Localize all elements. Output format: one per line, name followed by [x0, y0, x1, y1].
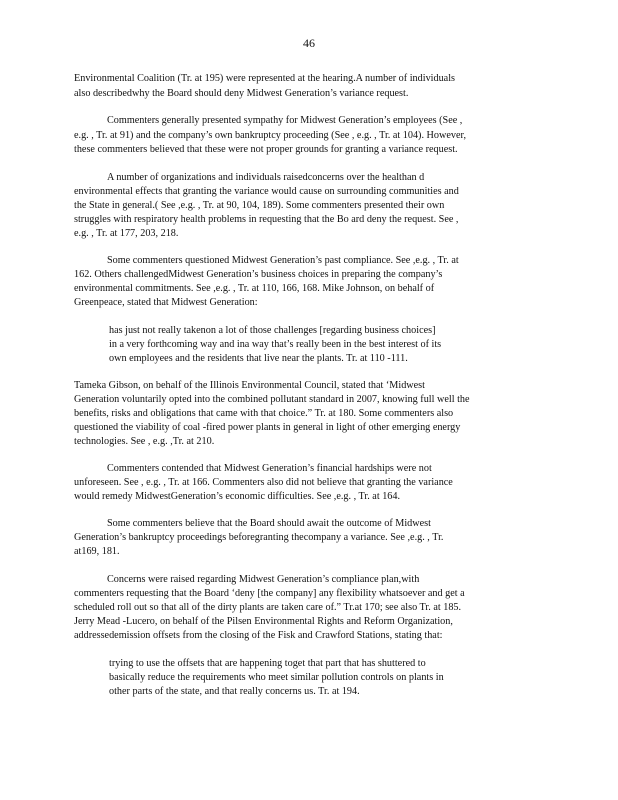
text-line: e.g. , Tr. at 177, 203, 218. — [74, 228, 179, 239]
text-line: environmental effects that granting the variance would cause on surrounding communities and — [74, 186, 459, 197]
text-line: Generation’s bankruptcy proceedings beforegranting thecompany a variance. See ,e.g. , Tr. — [74, 532, 444, 543]
text-line: Some commenters believe that the Board should await the outcome of Midwest — [107, 518, 431, 529]
text-line: Greenpeace, stated that Midwest Generation: — [74, 297, 258, 308]
text-line: has just not really takenon a lot of those challenges [regarding business choices] — [109, 325, 436, 336]
text-line: basically reduce the requirements who meet similar pollution controls on plants in — [109, 672, 444, 683]
text-line: Generation voluntarily opted into the combined pollutant standard in 2007, knowing full well the — [74, 394, 470, 405]
text-line: commenters requesting that the Board ‘deny [the company] any flexibility whatsoever and get a — [74, 588, 465, 599]
page-number: 46 — [303, 36, 315, 50]
text-line: would remedy MidwestGeneration’s economic difficulties. See ,e.g. , Tr. at 164. — [74, 491, 401, 502]
text-line: in a very forthcoming way and ina way that’s really been in the best interest of its — [109, 339, 442, 350]
text-line: Jerry Mead -Lucero, on behalf of the Pilsen Environmental Rights and Reform Organization, — [74, 616, 453, 627]
text-line: these commenters believed that these were not proper grounds for granting a variance request. — [74, 144, 458, 155]
text-line: own employees and the residents that live near the plants. Tr. at 110 -111. — [109, 353, 408, 364]
text-line: Tameka Gibson, on behalf of the Illinois Environmental Council, stated that ‘Midwest — [74, 380, 425, 391]
text-line: Some commenters questioned Midwest Generation’s past compliance. See ,e.g. , Tr. at — [107, 255, 459, 266]
text-line: struggles with respiratory health problems in requesting that the Bo ard deny the request. See , — [74, 214, 459, 225]
text-line: unforeseen. See , e.g. , Tr. at 166. Commenters also did not believe that granting the variance — [74, 477, 453, 488]
text-line: e.g. , Tr. at 91) and the company’s own bankruptcy proceeding (See , e.g. , Tr. at 104). However, — [74, 130, 467, 141]
text-line: scheduled roll out so that all of the dirty plants are taken care of.” Tr.at 170; see also Tr. at 185. — [74, 602, 462, 613]
text-line: Concerns were raised regarding Midwest Generation’s compliance plan,with — [107, 574, 420, 585]
text-line: A number of organizations and individuals raisedconcerns over the healthan d — [107, 172, 425, 183]
text-line: addressedemission offsets from the closing of the Fisk and Crawford Stations, stating that: — [74, 630, 443, 641]
text-line: benefits, risks and obligations that came with that choice.” Tr. at 180. Some commenters also — [74, 408, 454, 419]
text-line: 162. Others challengedMidwest Generation’s business choices in preparing the company’s — [74, 269, 443, 280]
text-line: Environmental Coalition (Tr. at 195) were represented at the hearing.A number of individuals — [74, 73, 455, 84]
text-line: Commenters contended that Midwest Generation’s financial hardships were not — [107, 463, 432, 474]
text-line: at169, 181. — [74, 546, 120, 557]
text-line: questioned the viability of coal -fired power plants in general in light of other emerging energy — [74, 422, 461, 433]
text-line: also describedwhy the Board should deny Midwest Generation’s variance request. — [74, 88, 409, 99]
text-line: the State in general.( See ,e.g. , Tr. at 90, 104, 189). Some commenters presented their own — [74, 200, 445, 211]
text-line: Commenters generally presented sympathy for Midwest Generation’s employees (See , — [107, 115, 463, 126]
text-line: technologies. See , e.g. ,Tr. at 210. — [74, 436, 215, 447]
text-line: trying to use the offsets that are happening toget that part that has shuttered to — [109, 658, 426, 669]
text-line: environmental commitments. See ,e.g. , Tr. at 110, 166, 168. Mike Johnson, on behalf of — [74, 283, 435, 294]
text-line: other parts of the state, and that really concerns us. Tr. at 194. — [109, 686, 360, 697]
